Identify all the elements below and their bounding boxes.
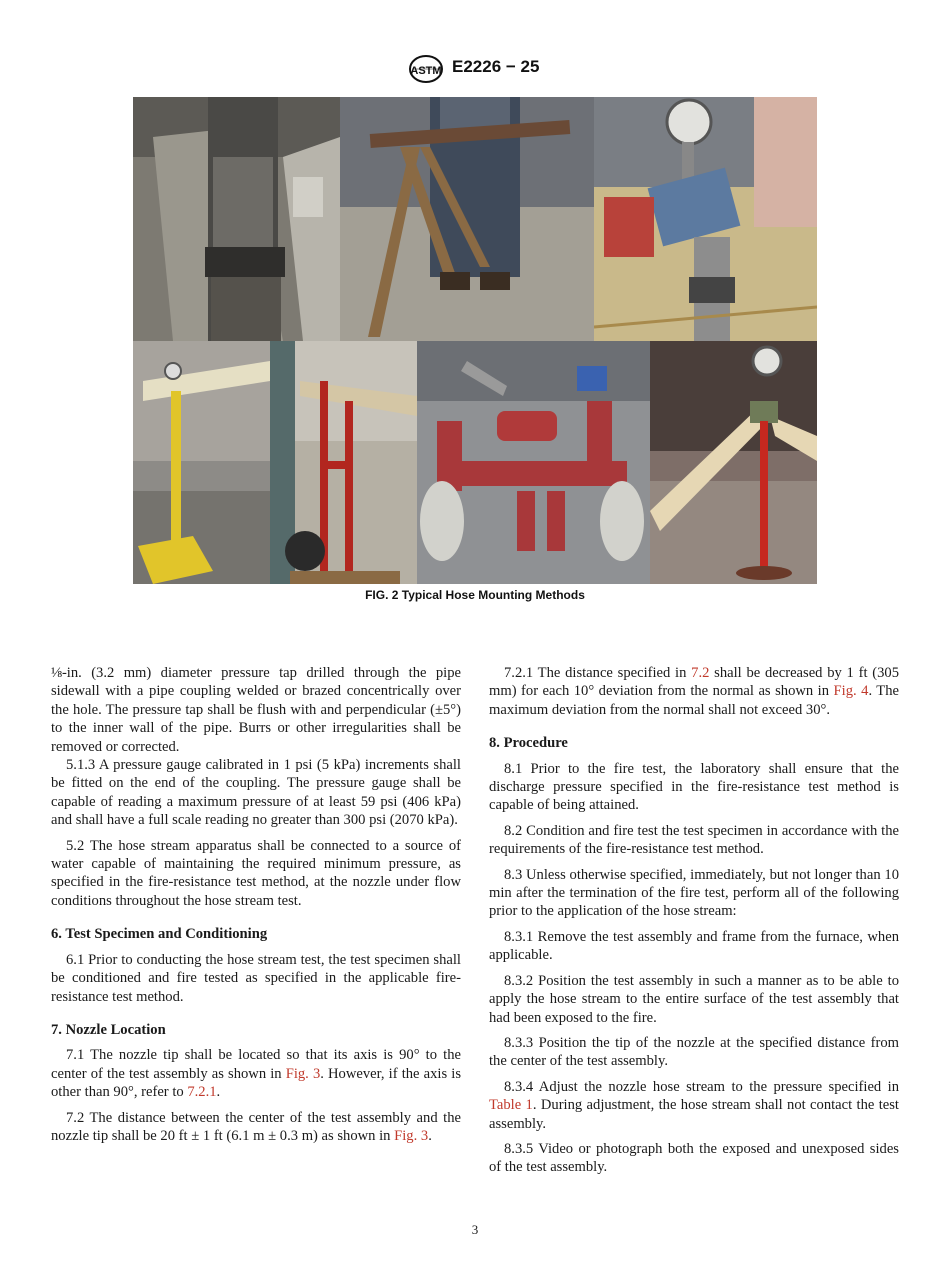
paragraph-7-2: 7.2 The distance between the center of the test assembly and the nozzle tip shall be 20 ft ± 1 ft (6.1 m ± 0.3 m) as shown in Fig. 3. [51, 1109, 461, 1144]
section-7-heading: 7. Nozzle Location [51, 1021, 166, 1038]
paragraph-6-1: 6.1 Prior to conducting the hose stream test, the test specimen shall be conditioned and fire tested as specified in the applicable fire-resistance test method. [51, 951, 461, 1005]
document-id: E2226 − 25 [452, 57, 540, 76]
paragraph-8-3: 8.3 Unless otherwise specified, immediately, but not longer than 10 min after the termination of the fire test, perform all of the following prior to the application of the hose stream: [489, 866, 899, 920]
red-tripod-stand-photo [650, 341, 817, 584]
paragraph-5-2: 5.2 The hose stream apparatus shall be connected to a source of water capable of maintaining the required minimum pressure, as specified in the fire-resistance test method, at the nozzle under flow conditions throughout the hose stream test. [51, 837, 461, 909]
astm-logo-icon [408, 54, 444, 84]
figure-hose-mounting-photos [133, 97, 817, 584]
paragraph-8-3-2: 8.3.2 Position the test assembly in such a manner as to be able to apply the hose stream to the entire surface of the test assembly that had been exposed to the fire. [489, 972, 899, 1026]
figure-caption: FIG. 2 Typical Hose Mounting Methods [365, 588, 585, 602]
section-7-2-1-link[interactable]: 7.2.1 [187, 1084, 217, 1101]
table-1-link[interactable]: Table 1 [489, 1097, 533, 1114]
paragraph-7-2-1: 7.2.1 The distance specified in 7.2 shall be decreased by 1 ft (305 mm) for each 10° deviation from the normal as shown in Fig. 4. The maximum deviation from the normal shall not exceed 30°. [489, 665, 899, 718]
fig-3-link[interactable]: Fig. 3 [285, 1065, 321, 1082]
svg-text:ASTM: ASTM [410, 65, 442, 77]
paragraph-5-1-2-cont: ⅛-in. (3.2 mm) diameter pressure tap drilled through the pipe sidewall with a pipe coupling welded or brazed concentrically over the hole. The pressure tap shall be flush with and perpendicular (±5°) to the inner wall of the pipe. Burrs or other irregularities shall be removed or corrected. [51, 665, 461, 755]
paragraph-7-1: 7.1 The nozzle tip shall be located so that its axis is 90° to the center of the test assembly as shown in Fig. 3. However, if the axis is other than 90°, refer to 7.2.1. [51, 1047, 461, 1101]
pressure-gauge-fitting-photo [594, 97, 817, 341]
paragraph-8-3-5: 8.3.5 Video or photograph both the exposed and unexposed sides of the test assembly. [489, 1140, 899, 1176]
paragraph-8-2: 8.2 Condition and fire test the test specimen in accordance with the requirements of the fire-resistance test method. [489, 822, 899, 858]
page-number: 3 [471, 1222, 479, 1237]
page-header [0, 54, 950, 84]
paragraph-8-3-3: 8.3.3 Position the tip of the nozzle at the specified distance from the center of the test assembly. [489, 1034, 899, 1070]
section-7-2-link[interactable]: 7.2 [691, 665, 710, 681]
paragraph-8-3-4: 8.3.4 Adjust the nozzle hose stream to the pressure specified in Table 1. During adjustment, the hose stream shall not contact the test assembly. [489, 1078, 899, 1132]
left-column [51, 664, 461, 1152]
fig-3-link[interactable]: Fig. 3 [394, 1127, 429, 1144]
person-holding-nozzle-on-stand-photo [340, 97, 594, 341]
fig-4-link[interactable]: Fig. 4 [833, 683, 869, 700]
wheeled-cart-mount-photo [417, 341, 650, 584]
yellow-stand-photo [133, 341, 270, 584]
red-cart-stand-photo [270, 341, 417, 584]
paragraph-5-1-3: 5.1.3 A pressure gauge calibrated in 1 psi (5 kPa) increments shall be fitted on the end of the coupling. The pressure gauge shall be capable of reading a maximum pressure of at least 59 psi (406 kPa) and shall have a full scale reading no greater than 300 psi (2070 kPa). [51, 757, 461, 829]
right-column [489, 664, 899, 1184]
section-6-heading: 6. Test Specimen and Conditioning [51, 926, 268, 943]
paragraph-8-1: 8.1 Prior to the fire test, the laboratory shall ensure that the discharge pressure specified in the fire-resistance test method is capable of being attained. [489, 760, 899, 814]
pipe-coupling-photo [133, 97, 340, 341]
paragraph-8-3-1: 8.3.1 Remove the test assembly and frame from the furnace, when applicable. [489, 928, 899, 964]
section-8-heading: 8. Procedure [489, 735, 568, 752]
